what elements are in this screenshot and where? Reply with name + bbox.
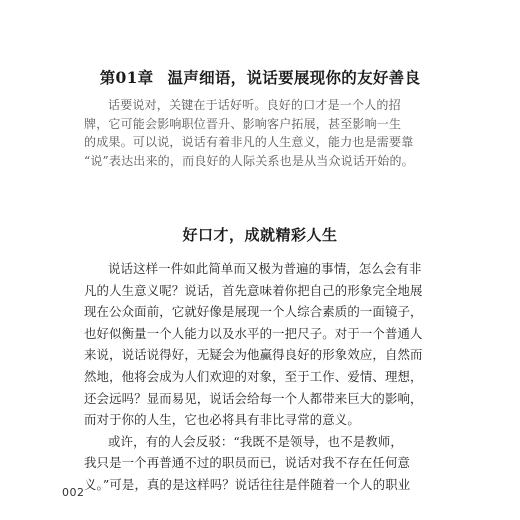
chapter-title-text: 温声细语，说话要展现你的友好善良 (167, 68, 421, 87)
body-line: 而对于你的人生，它也必将具有非比寻常的意义。 (84, 412, 360, 428)
intro-line: 话要说对，关键在于话好听。良好的口才是一个人的招 (108, 98, 401, 112)
body-text (84, 258, 436, 496)
body-line: 说话这样一件如此简单而又极为普遍的事情，怎么会有非 (108, 261, 422, 276)
chapter-intro (84, 96, 444, 170)
chapter-number: 第01章 (99, 68, 154, 87)
body-line: 凡的人生意义呢？说话，首先意味着你把自己的形象完全地展 (84, 282, 423, 298)
body-line: 来说，说话说得好，无疑会为他赢得良好的形象效应，自然而 (84, 347, 423, 363)
body-line: 现在公众面前，它就好像是展现一个人综合素质的一面镜子， (84, 304, 423, 320)
intro-line: 的成果。可以说，说话有着非凡的人生意义，能力也是需要靠 (84, 135, 414, 149)
body-line: 我只是一个再普通不过的职员而已，说话对我不存在任何意 (84, 455, 411, 471)
intro-line: “说”表达出来的，而良好的人际关系也是从当众说话开始的。 (84, 153, 414, 168)
body-line: 然地，他将会成为人们欢迎的对象，至于工作、爱情、理想， (84, 368, 423, 384)
chapter-heading (60, 66, 460, 88)
section-heading: 好口才，成就精彩人生 (182, 226, 338, 244)
body-line: 也好似衡量一个人能力以及水平的一把尺子。对于一个普通人 (84, 325, 423, 341)
body-line: 义。”可是，真的是这样吗？说话往往是伴随着一个人的职业 (84, 476, 411, 492)
intro-line: 牌，它可能会影响职位晋升、影响客户拓展，甚至影响一生 (84, 116, 402, 131)
body-line: 或许，有的人会反驳：“我既不是领导，也不是教师， (108, 433, 403, 449)
body-line: 还会远吗？显而易见，说话会给每一个人都带来巨大的影响， (84, 390, 423, 406)
page-number: 002 (62, 486, 85, 499)
